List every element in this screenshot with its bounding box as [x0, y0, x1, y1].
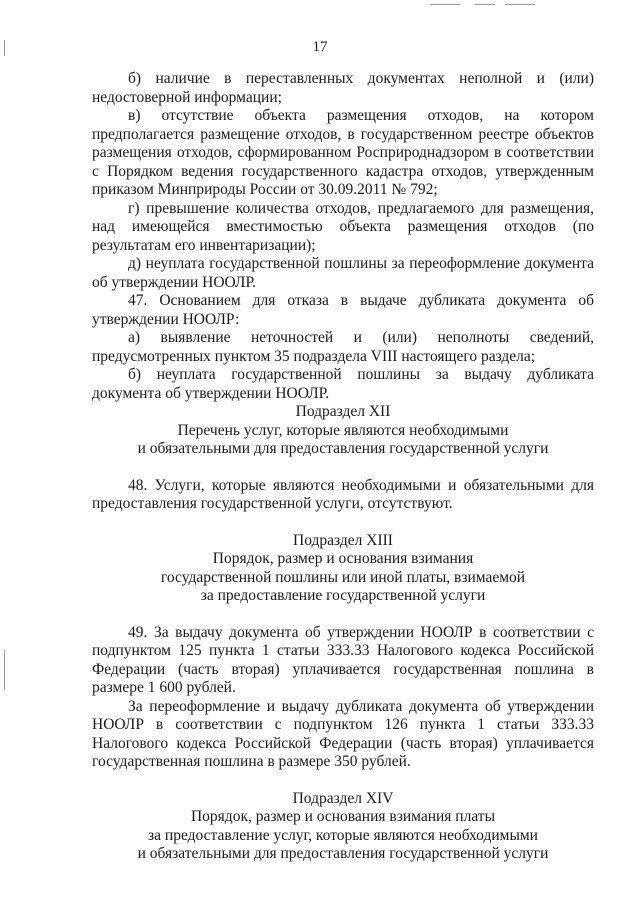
scan-artifact — [4, 650, 5, 690]
paragraph-46-b: б) наличие в переставленных документах неполной и (или) недостоверной информации; — [92, 70, 594, 106]
section-xiv-subtitle-3: и обязательными для предоставления государственной услуги — [137, 845, 549, 862]
paragraph-46-d: д) неуплата государственной пошлины за переоформление документа об утверждении НООЛР. — [92, 255, 594, 291]
paragraph-48: 48. Услуги, которые являются необходимыми и обязательными для предоставления государственной услуги, отсутствуют. — [92, 476, 594, 512]
section-xiii-title: Подраздел XIII — [293, 531, 393, 549]
paragraph-47-b: б) неуплата государственной пошлины за выдачу дубликата документа об утверждении НООЛР. — [92, 366, 594, 402]
document-body — [92, 70, 594, 864]
scan-artifact — [505, 4, 535, 5]
scan-artifact — [430, 4, 460, 5]
paragraph-47: 47. Основанием для отказа в выдаче дубликата документа об утверждении НООЛР: — [92, 292, 594, 328]
section-xiii-subtitle-2: государственной пошлины или иной платы, взимаемой — [160, 568, 526, 586]
section-xii-subtitle-2: и обязательными для предоставления государственной услуги — [137, 440, 549, 457]
scan-artifact — [475, 4, 495, 5]
paragraph-47-a: а) выявление неточностей и (или) неполноты сведений, предусмотренных пунктом 35 подраздела VIII настоящего раздела; — [92, 329, 594, 365]
paragraph-49-continued: За переоформление и выдачу дубликата документа об утверждении НООЛР в соответствии с подпунктом 126 пункта 1 статьи 333.33 Налогового кодекса Российской Федерации (часть вторая) уплачивается государственная пошлина в размере 350 рублей. — [92, 697, 594, 770]
section-xii-subtitle-1: Перечень услуг, которые являются необходимыми — [177, 421, 509, 439]
section-xii-title: Подраздел XII — [295, 403, 391, 420]
paragraph-49: 49. За выдачу документа об утверждении НООЛР в соответствии с подпунктом 125 пункта 1 статьи 333.33 Налогового кодекса Российской Федерации (часть вторая) уплачивается государственная пошлина в размере 1 600 рублей. — [92, 623, 594, 696]
paragraph-46-g: г) превышение количества отходов, предлагаемого для размещения, над имеющейся вместимостью объекта размещения отходов (по результатам его инвентаризации); — [92, 199, 594, 254]
section-xiv-subtitle-2: за предоставление услуг, которые являются необходимыми — [148, 826, 538, 844]
page-number: 17 — [312, 39, 328, 55]
section-xiii-subtitle-1: Порядок, размер и основания взимания — [212, 550, 474, 567]
section-xiv-subtitle-1: Порядок, размер и основания взимания платы — [190, 808, 495, 825]
section-xiv-title: Подраздел XIV — [292, 789, 394, 807]
paragraph-46-v: в) отсутствие объекта размещения отходов, на котором предполагается размещение отходов, в государственном реестре объектов размещения отходов, сформированном Росприроднадзором в соответствии с Порядком ведения государственного кадастра отходов, утвержденным приказом Минприроды России от 30.09.2011 № 792; — [92, 107, 594, 198]
section-xiii-subtitle-3: за предоставление государственной услуги — [200, 587, 486, 604]
